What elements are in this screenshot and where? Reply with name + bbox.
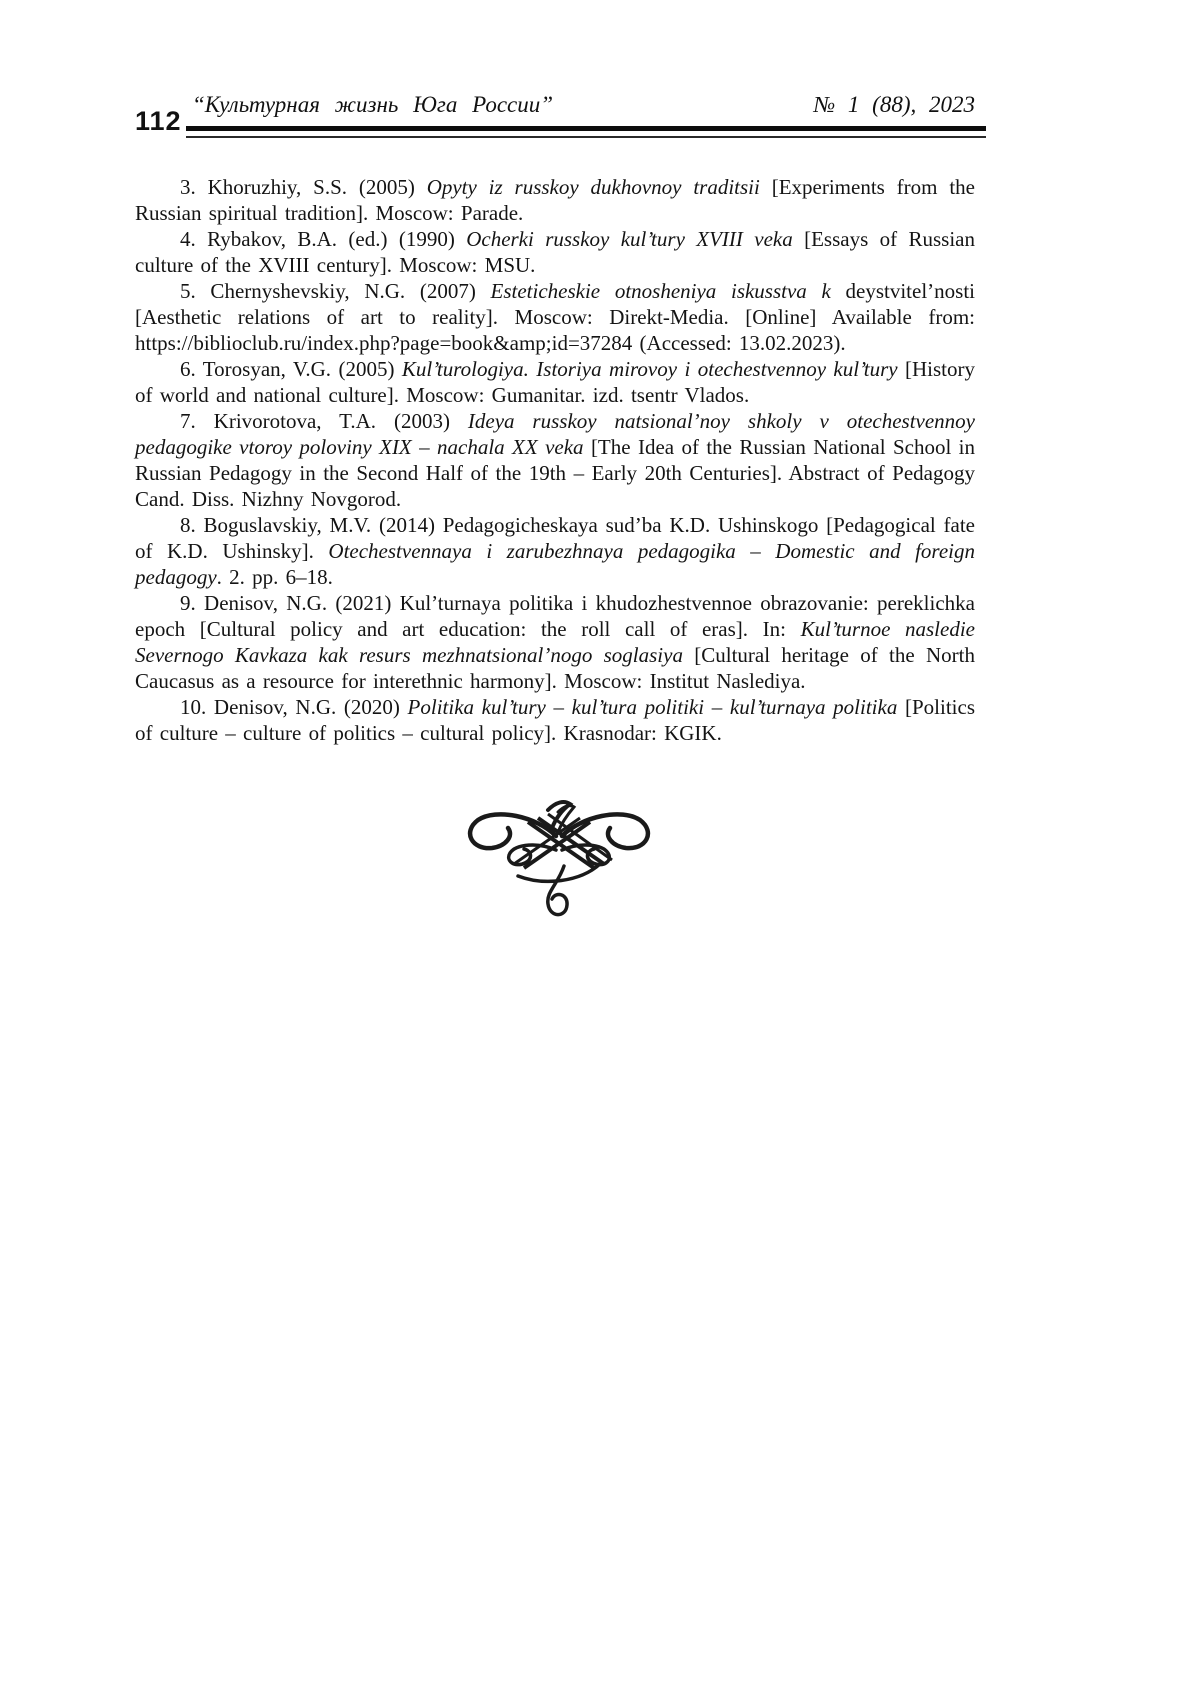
reference-text-segment: [The Idea of the Russian National School in Russian Pedagogy in the Second Half of the 19th – Early 20th Centuries]. Abstract of Pedagogy Cand. Diss. Nizhny Novgorod. — [135, 435, 975, 511]
reference-text-segment: [Cultural heritage of the North Caucasus as a resource for interethnic harmony]. Moscow: Institut Naslediya. — [135, 643, 975, 693]
reference-title-segment: Esteticheskie otnosheniya iskusstva k — [490, 279, 846, 303]
reference-title-segment: Politika kul’tury – kul’tura politiki – kul’turnaya politika — [407, 695, 905, 719]
page-number: 112 — [135, 106, 182, 136]
journal-title: “Культурная жизнь Юга России” — [192, 92, 554, 117]
reference-title-segment: Ocherki russkoy kul’tury XVIII veka — [466, 227, 805, 251]
reference-item — [135, 278, 975, 356]
reference-item — [135, 408, 975, 512]
reference-title-segment: Otechestvennaya i zarubezhnaya pedagogika – Domestic and foreign pedagogy — [135, 539, 975, 589]
reference-text-segment: [Experiments from the Russian spiritual tradition]. Moscow: Parade. — [135, 175, 976, 225]
reference-item — [135, 590, 975, 694]
reference-text-segment: 6. Torosyan, V.G. (2005) — [180, 357, 402, 381]
reference-item — [135, 512, 975, 590]
reference-title-segment: Kul’turnoe nasledie Severnogo Kavkaza kak resurs mezhnatsional’nogo soglasiya — [135, 617, 975, 667]
reference-title-segment: Kul’turologiya. Istoriya mirovoy i otechestvennoy kul’tury — [401, 357, 905, 381]
reference-text-segment: 3. Khoruzhiy, S.S. (2005) — [180, 175, 427, 199]
reference-text-segment: 8. Boguslavskiy, M.V. (2014) Pedagogicheskaya sud’ba K.D. Ushinskogo [Pedagogical fate of K.D. Ushinsky]. — [135, 513, 975, 563]
reference-text-segment: . 2. pp. 6–18. — [216, 565, 333, 589]
reference-item — [135, 174, 975, 226]
reference-text-segment: 4. Rybakov, B.A. (ed.) (1990) — [180, 227, 467, 251]
reference-title-segment: Opyty iz russkoy dukhovnoy traditsii — [426, 175, 772, 199]
calligraphic-flourish-icon — [452, 788, 666, 926]
reference-text-segment: 5. Chernyshevskiy, N.G. (2007) — [180, 279, 491, 303]
reference-text-segment: [Essays of Russian culture of the XVIII century]. Moscow: MSU. — [135, 227, 975, 277]
header-rule-thick — [186, 126, 986, 131]
reference-text-segment: [History of world and national culture]. Moscow: Gumanitar. izd. tsentr Vlados. — [135, 357, 975, 407]
header-rule-thin — [186, 136, 986, 138]
reference-text-segment: 9. Denisov, N.G. (2021) Kul’turnaya politika i khudozhestvennoe obrazovanie: pereklichka epoch [Cultural policy and art education: the roll call of eras]. In: — [135, 591, 975, 641]
reference-item — [135, 694, 975, 746]
references-list — [135, 174, 975, 746]
reference-text-segment: 10. Denisov, N.G. (2020) — [180, 695, 408, 719]
reference-item — [135, 356, 975, 408]
reference-item — [135, 226, 975, 278]
reference-title-segment: Ideya russkoy natsional’noy shkoly v otechestvennoy pedagogike vtoroy poloviny XIX – nachala XX veka — [135, 409, 975, 459]
reference-text-segment: deystvitel’nosti [Aesthetic relations of art to reality]. Moscow: Direkt-Media. [Online] Available from: https://biblioclub.ru/index.php?page=book&amp;id=37284 (Accessed: 13.02.2023). — [135, 279, 975, 355]
reference-text-segment: [Politics of culture – culture of politics – cultural policy]. Krasnodar: KGIK. — [135, 695, 976, 745]
reference-text-segment: 7. Krivorotova, T.A. (2003) — [180, 409, 468, 433]
issue-info: № 1 (88), 2023 — [813, 92, 975, 117]
